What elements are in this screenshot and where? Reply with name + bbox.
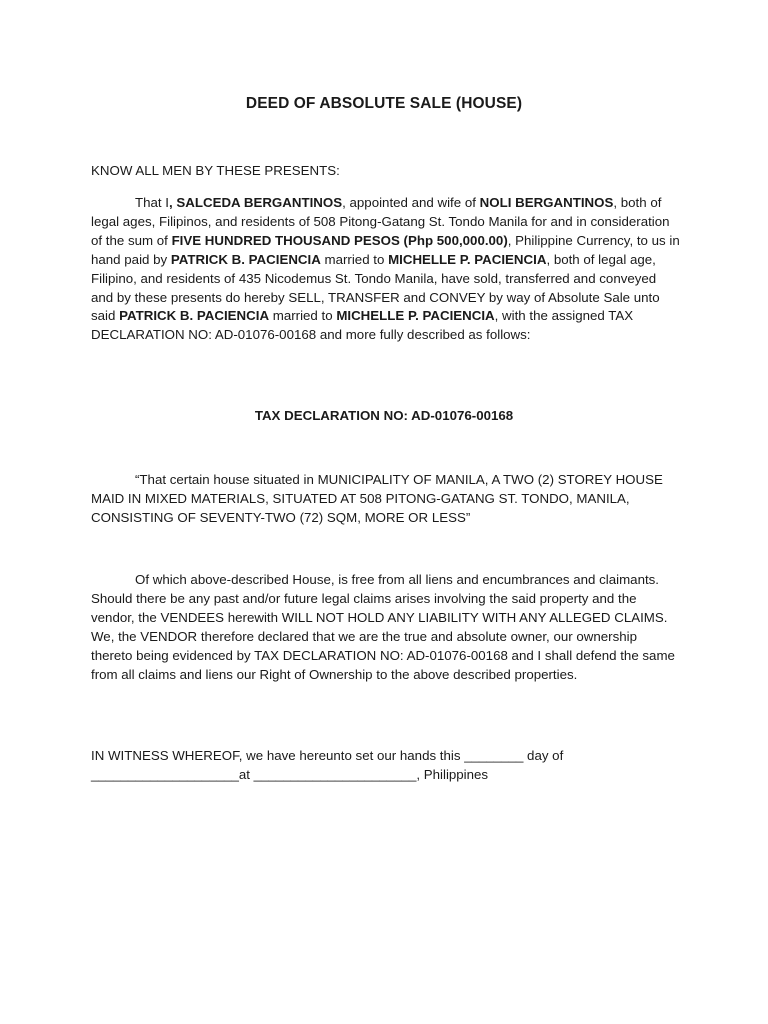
- liens-text: Of which above-described House, is free from all liens and encumbrances and claimants. Should there be any past and/or future legal claims arises involving the said property and the vendor, the VENDEES herewith WILL NOT HOLD ANY LIABILITY WITH ANY ALLEGED CLAIMS. We, the VENDOR therefore declared that we are the true and absolute owner, our ownership thereto being evidenced by TAX DECLARATION NO: AD-01076-00168 and I shall defend the same from all claims and liens our Right of Ownership to the above described properties.: [91, 572, 675, 682]
- buyer-spouse-name: MICHELLE P. PACIENCIA: [388, 251, 547, 267]
- text-run: That I: [135, 195, 169, 210]
- liens-paragraph: [91, 571, 681, 684]
- text-run: married to: [320, 251, 389, 267]
- witness-line-1: IN WITNESS WHEREOF, we have hereunto set our hands this ________ day of: [91, 748, 564, 763]
- paragraph-indent: [91, 195, 135, 210]
- tax-declaration-heading: TAX DECLARATION NO: AD-01076-00168: [254, 408, 514, 423]
- text-run: , with the assigned TAX DECLARATION NO: AD-01076-00168 and more fully described as follows:: [91, 308, 634, 343]
- sale-paragraph: [91, 194, 681, 345]
- buyer-spouse-name: MICHELLE P. PACIENCIA: [336, 308, 495, 324]
- spouse-name: NOLI BERGANTINOS: [479, 195, 614, 210]
- property-description: “That certain house situated in MUNICIPALITY OF MANILA, A TWO (2) STOREY HOUSE MAID IN MIXED MATERIALS, SITUATED AT 508 PITONG-GATANG ST. TONDO, MANILA, CONSISTING OF SEVENTY-TWO (72) SQM, MORE OR LESS”: [91, 472, 663, 525]
- witness-clause: [91, 747, 681, 785]
- buyer-name: PATRICK B. PACIENCIA: [119, 308, 270, 324]
- paragraph-indent: [91, 572, 135, 587]
- text-run: , both of legal ages, Filipinos, and residents of 508 Pitong-Gatang St. Tondo Manila for and in consideration of the sum of: [91, 195, 670, 248]
- text-run: , both of legal age, Filipino, and residents of 435 Nicodemus St. Tondo Manila, have sold, transferred and conveyed and by these presents do hereby SELL, TRANSFER and CONVEY by way of Absolute Sale unto said: [91, 251, 660, 324]
- intro-line: KNOW ALL MEN BY THESE PRESENTS:: [91, 163, 340, 178]
- text-run: married to: [269, 308, 337, 324]
- text-run: , Philippine Currency, to us in hand paid by: [91, 232, 680, 267]
- witness-line-2: ____________________at ______________________, Philippines: [91, 766, 489, 782]
- sale-amount: FIVE HUNDRED THOUSAND PESOS (Php 500,000.00): [171, 232, 508, 248]
- property-description-paragraph: [91, 471, 681, 528]
- seller-name: , SALCEDA BERGANTINOS: [169, 195, 343, 210]
- buyer-name: PATRICK B. PACIENCIA: [170, 251, 321, 267]
- document-title: DEED OF ABSOLUTE SALE (HOUSE): [245, 95, 523, 112]
- text-run: , appointed and wife of: [342, 195, 480, 210]
- paragraph-indent: [91, 472, 135, 487]
